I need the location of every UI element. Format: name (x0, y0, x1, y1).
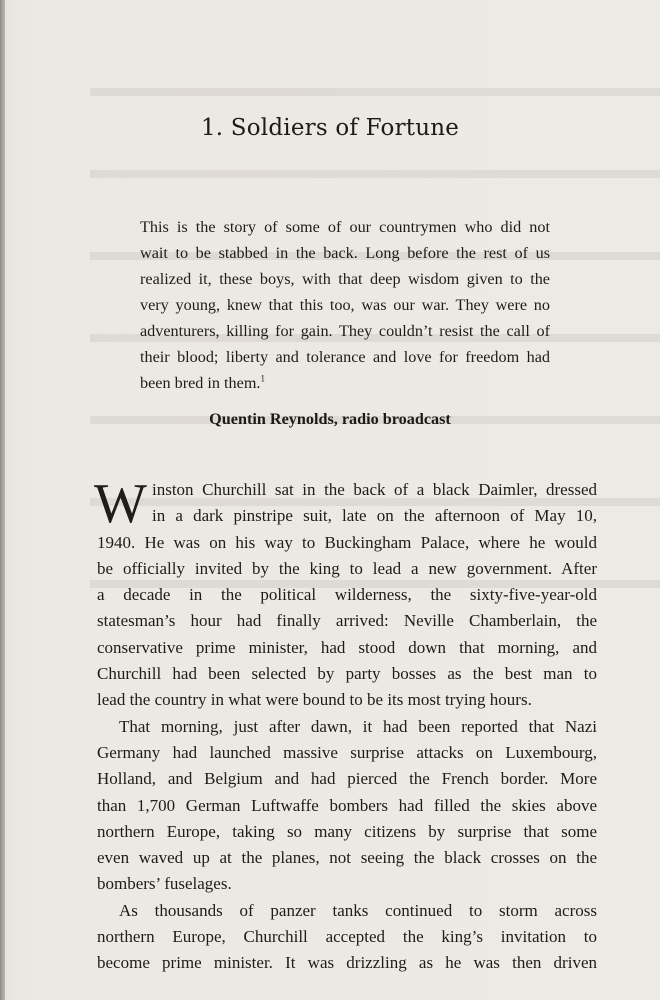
body-line: become prime minister. It was drizzling as he was then driven (97, 953, 597, 973)
body-line: be officially invited by the king to lead a new government. After (97, 558, 597, 578)
body-line: That morning, just after dawn, it had been reported that Nazi (119, 716, 597, 736)
epigraph-line: realized it, these boys, with that deep wisdom given to the (140, 270, 550, 288)
body-line: inston Churchill sat in the back of a black Daimler, dressed (152, 480, 597, 499)
body-line: statesman’s hour had finally arrived: Neville Chamberlain, the (97, 611, 597, 631)
body-line: Churchill had been selected by party bosses as the best man to (97, 664, 597, 684)
epigraph-line: adventurers, killing for gain. They couldn’t resist the call of (140, 322, 550, 340)
epigraph-last-line-text: been bred in them. (140, 374, 261, 392)
epigraph-line (140, 370, 550, 396)
chapter-title: 1. Soldiers of Fortune (200, 115, 460, 141)
epigraph-line: very young, knew that this too, was our war. They were no (140, 296, 550, 314)
body-line: bombers’ fuselages. (97, 874, 232, 894)
body-line: than 1,700 German Luftwaffe bombers had filled the skies above (97, 795, 597, 815)
body-line: 1940. He was on his way to Buckingham Palace, where he would (97, 532, 597, 552)
epigraph-line: wait to be stabbed in the back. Long before the rest of us (140, 244, 550, 262)
third-paragraph (97, 898, 597, 977)
body-line: in a dark pinstripe suit, late on the afternoon of May 10, (152, 506, 597, 526)
body-line: conservative prime minister, had stood down that morning, and (97, 637, 597, 657)
epigraph-line: their blood; liberty and tolerance and love for freedom had (140, 348, 550, 366)
body-line: northern Europe, Churchill accepted the king’s invitation to (97, 927, 597, 947)
body-line: lead the country in what were bound to be its most trying hours. (97, 690, 532, 710)
body-line: even waved up at the planes, not seeing the black crosses on the (97, 848, 597, 868)
epigraph (140, 214, 550, 396)
body-line: As thousands of panzer tanks continued to storm across (119, 900, 597, 920)
page-spine-shadow (0, 0, 5, 1000)
second-paragraph (97, 714, 597, 898)
drop-cap-lines (97, 477, 597, 530)
body-line: a decade in the political wilderness, the sixty-five-year-old (97, 585, 597, 605)
drop-cap: W (94, 473, 147, 535)
body-line: Holland, and Belgium and had pierced the French border. More (97, 769, 597, 789)
epigraph-line: This is the story of some of our countrymen who did not (140, 218, 550, 236)
body-text (94, 473, 597, 977)
footnote-marker: 1 (260, 373, 265, 384)
epigraph-attribution: Quentin Reynolds, radio broadcast (209, 410, 451, 428)
body-line: northern Europe, taking so many citizens by surprise that some (97, 821, 597, 841)
body-line: Germany had launched massive surprise attacks on Luxembourg, (97, 742, 597, 762)
first-paragraph (94, 473, 597, 714)
